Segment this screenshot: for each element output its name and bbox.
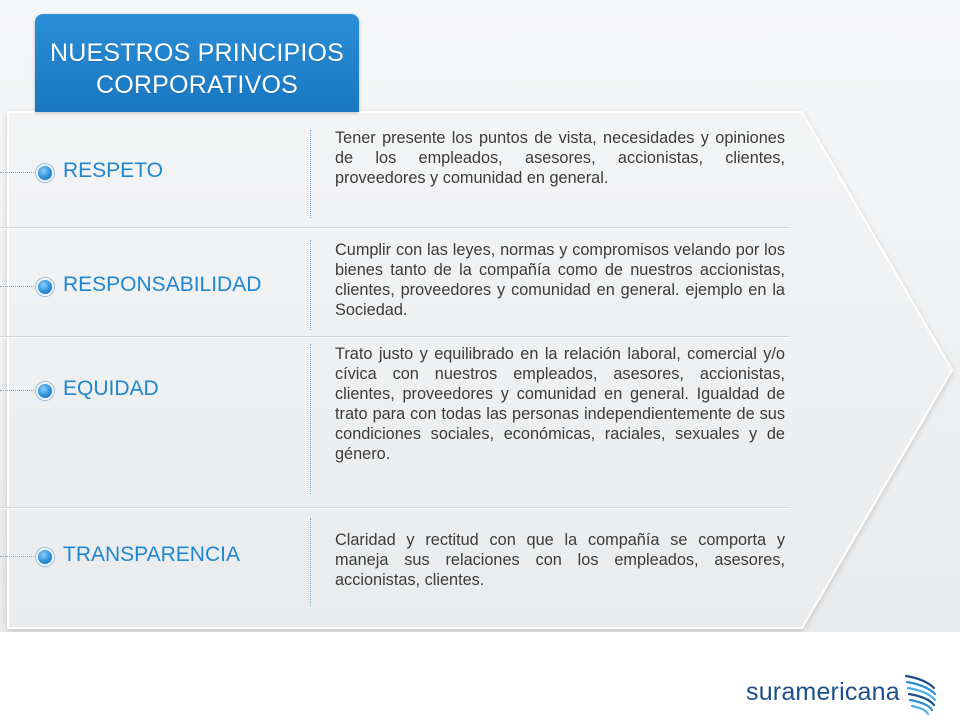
separator: [310, 240, 311, 330]
suramericana-logo-icon: [904, 672, 940, 716]
row-divider: [0, 227, 790, 229]
leader-line: [0, 390, 36, 391]
principle-description: Trato justo y equilibrado en la relación laboral, comercial y/o cívica con nuestros empleados, asesores, accionistas, clientes, proveedores y comunidad en general. Igualdad de trato para con todas las personas independientemente de sus condiciones sociales, económicas, raciales, sexuales y de género.: [335, 345, 785, 463]
bullet-dot-icon: [36, 164, 54, 182]
logo-text: suramericana: [746, 678, 900, 706]
leader-line: [0, 286, 36, 287]
principle-label: RESPETO: [63, 159, 163, 182]
separator: [310, 518, 311, 606]
separator: [310, 130, 311, 218]
principle-description: Cumplir con las leyes, normas y compromisos velando por los bienes tanto de la compañía como de nuestros accionistas, clientes, proveedores y comunidad en general. ejemplo en la Sociedad.: [335, 241, 785, 319]
principle-description: Claridad y rectitud con que la compañía se comporta y maneja sus relaciones con los empleados, asesores, accionistas, clientes.: [335, 531, 785, 589]
principle-label: TRANSPARENCIA: [63, 543, 240, 566]
title-tab: [35, 14, 359, 112]
principle-label: EQUIDAD: [63, 377, 159, 400]
page-title-line2: CORPORATIVOS: [96, 71, 298, 99]
leader-line: [0, 556, 36, 557]
bullet-dot-icon: [36, 382, 54, 400]
bullet-dot-icon: [36, 278, 54, 296]
page-title-line1: NUESTROS PRINCIPIOS: [49, 39, 345, 67]
row-divider: [0, 507, 790, 509]
row-divider: [0, 336, 790, 338]
principle-description: Tener presente los puntos de vista, necesidades y opiniones de los empleados, asesores, accionistas, clientes, proveedores y comunidad en general.: [335, 129, 785, 187]
principle-label: RESPONSABILIDAD: [63, 273, 262, 296]
leader-line: [0, 172, 36, 173]
brand-logo: [746, 672, 946, 720]
bullet-dot-icon: [36, 548, 54, 566]
separator: [310, 344, 311, 494]
